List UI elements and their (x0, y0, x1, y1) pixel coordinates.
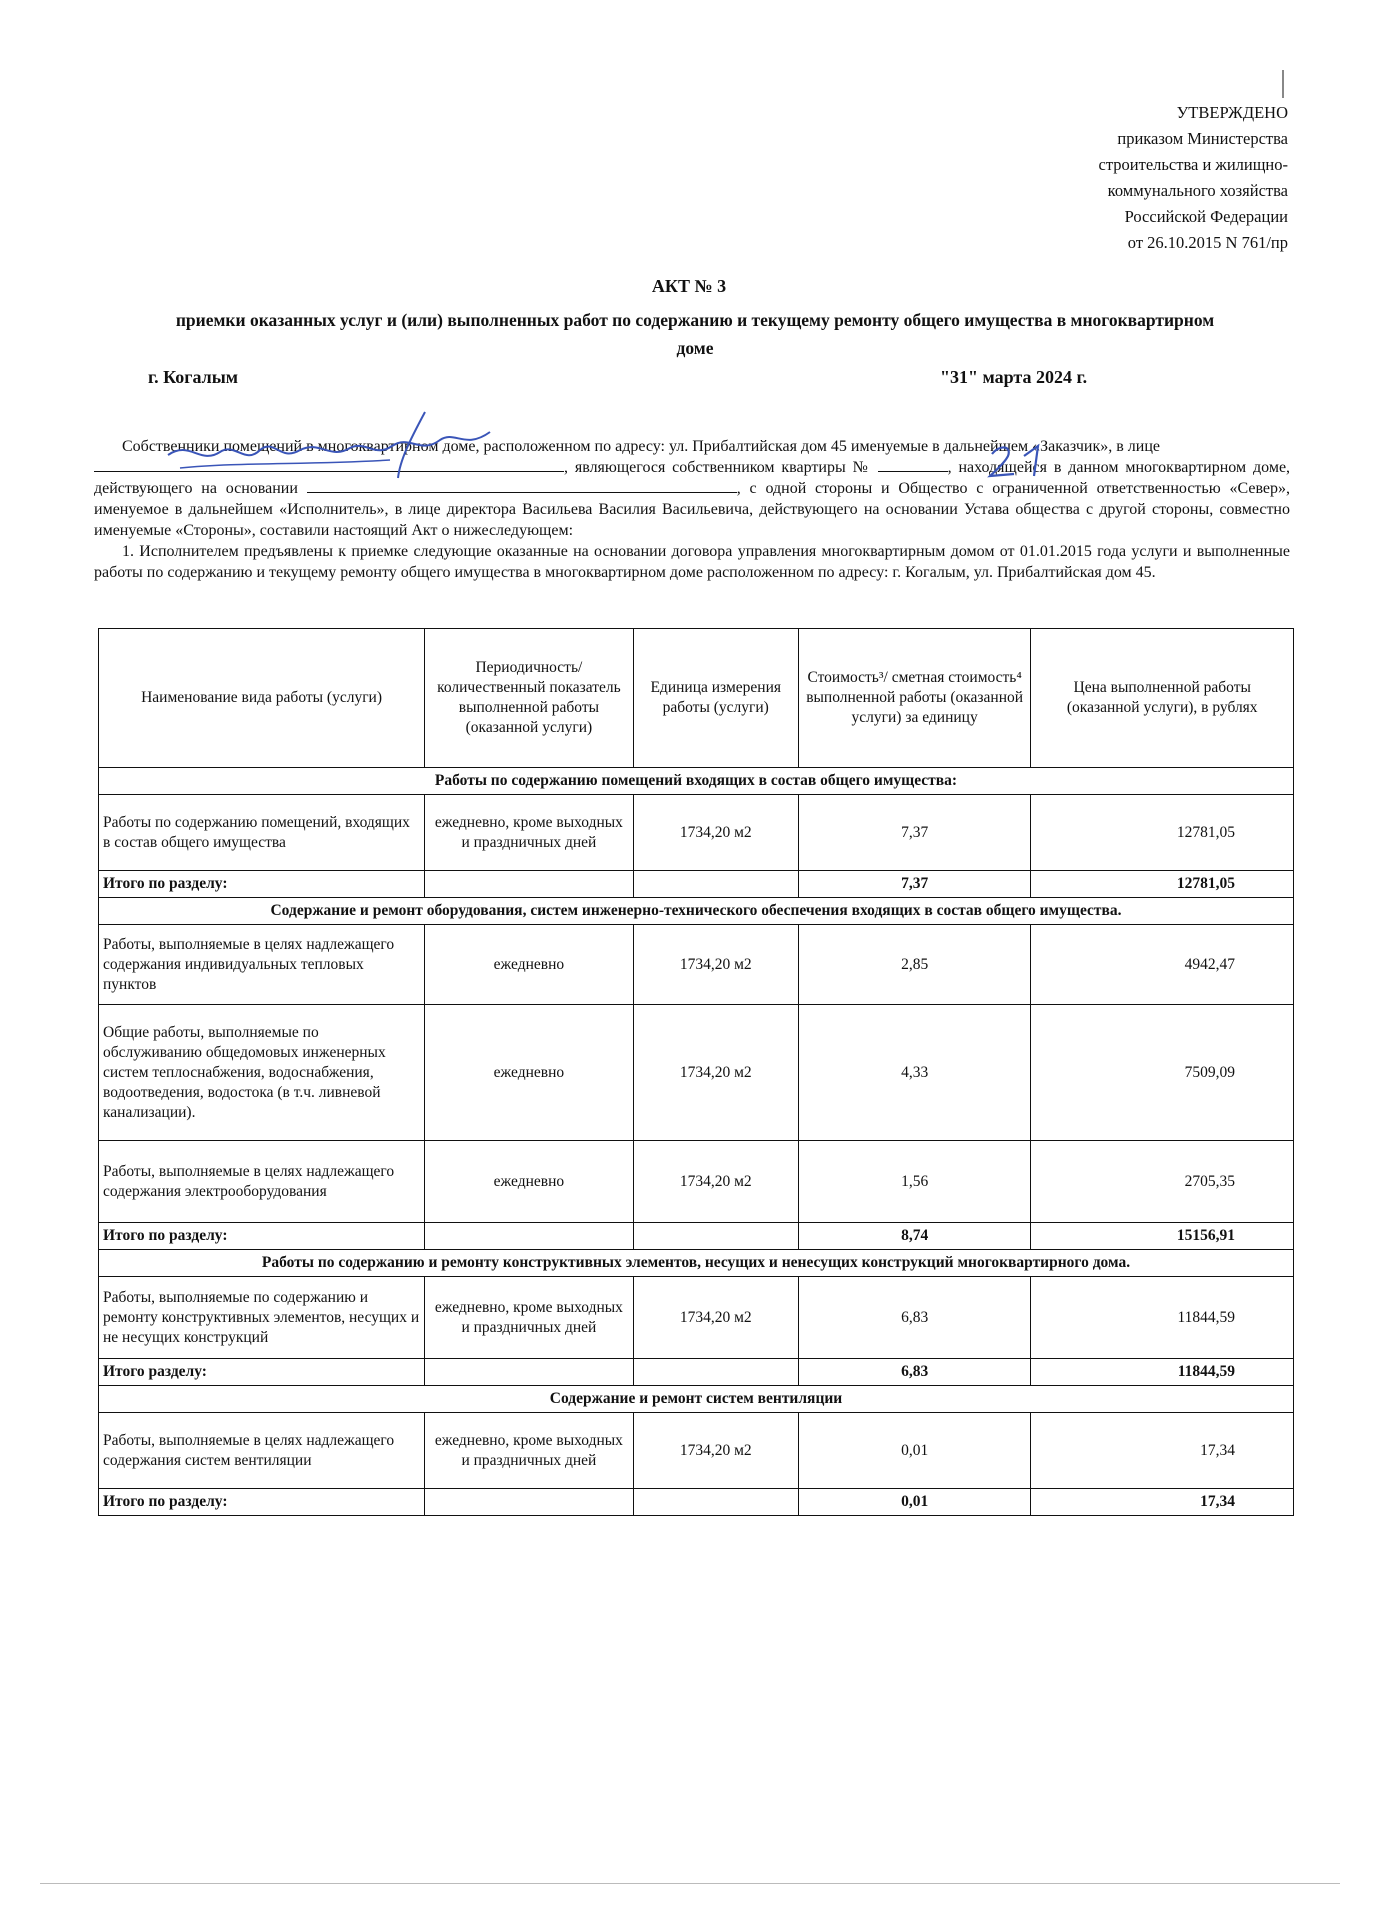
col-header-unit: Единица измерения работы (услуги) (633, 629, 798, 768)
table-header-row (99, 629, 1294, 768)
total-price: 15156,91 (1031, 1223, 1294, 1250)
work-period: ежедневно (425, 1005, 634, 1141)
work-name: Работы, выполняемые по содержанию и ремонту конструктивных элементов, несущих и не несущих конструкций (99, 1277, 425, 1359)
scan-edge-line (40, 1883, 1340, 1884)
work-period: ежедневно (425, 1141, 634, 1223)
section-title: Работы по содержанию помещений входящих в состав общего имущества: (99, 768, 1294, 795)
city: г. Когалым (148, 367, 239, 387)
body-paragraph-2: 1. Исполнителем предъявлены к приемке следующие оказанные на основании договора управления многоквартирным домом от 01.01.2015 года услуги и выполненные работы по содержанию и текущему ремонту общего имущества в многоквартирном доме расположенном по адресу: г. Когалым, ул. Прибалтийская дом 45. (94, 543, 1290, 581)
handwritten-flat-number (986, 442, 1056, 478)
table-row (99, 1277, 1294, 1359)
approval-stamp (1099, 100, 1288, 256)
approval-line: приказом Министерства (1117, 129, 1288, 148)
work-name: Работы, выполняемые в целях надлежащего содержания электрооборудования (99, 1141, 425, 1223)
total-label: Итого по разделу: (99, 871, 425, 898)
work-cost: 7,37 (798, 795, 1031, 871)
total-price: 12781,05 (1031, 871, 1294, 898)
work-name: Работы, выполняемые в целях надлежащего содержания индивидуальных тепловых пунктов (99, 925, 425, 1005)
section-title-row (99, 1386, 1294, 1413)
work-period: ежедневно, кроме выходных и праздничных дней (425, 1413, 634, 1489)
table-row (99, 795, 1294, 871)
approval-line: коммунального хозяйства (1107, 181, 1288, 200)
work-unit: 1734,20 м2 (633, 1277, 798, 1359)
work-name: Общие работы, выполняемые по обслуживанию общедомовых инженерных систем теплоснабжения, водоснабжения, водоотведения, водостока (в т.ч. ливневой канализации). (99, 1005, 425, 1141)
work-unit: 1734,20 м2 (633, 925, 798, 1005)
empty-cell (425, 1359, 634, 1386)
approval-line: УТВЕРЖДЕНО (1176, 103, 1288, 122)
act-date: "31" марта 2024 г. (940, 367, 1088, 387)
work-unit: 1734,20 м2 (633, 1005, 798, 1141)
col-header-name: Наименование вида работы (услуги) (99, 629, 425, 768)
scan-mark (1282, 70, 1284, 98)
empty-cell (633, 1223, 798, 1250)
total-cost: 7,37 (798, 871, 1031, 898)
work-price: 12781,05 (1031, 795, 1294, 871)
table-row (99, 925, 1294, 1005)
work-unit: 1734,20 м2 (633, 795, 798, 871)
table-row (99, 1005, 1294, 1141)
work-price: 4942,47 (1031, 925, 1294, 1005)
col-header-price: Цена выполненной работы (оказанной услуги), в рублях (1031, 629, 1294, 768)
total-price: 11844,59 (1031, 1359, 1294, 1386)
work-cost: 0,01 (798, 1413, 1031, 1489)
section-title-row (99, 898, 1294, 925)
total-label: Итого по разделу: (99, 1489, 425, 1516)
works-table (98, 628, 1294, 1516)
approval-line: строительства и жилищно- (1098, 155, 1288, 174)
section-total-row (99, 1489, 1294, 1516)
body-text-2: , являющегося собственником квартиры № (564, 459, 871, 476)
section-total-row (99, 1359, 1294, 1386)
col-header-cost: Стоимость³/ сметная стоимость⁴ выполненной работы (оказанной услуги) за единицу (798, 629, 1031, 768)
body-text-3: , находящейся в данном (947, 459, 1119, 476)
total-cost: 0,01 (798, 1489, 1031, 1516)
approval-line: от 26.10.2015 N 761/пр (1127, 233, 1288, 252)
empty-cell (425, 1223, 634, 1250)
empty-cell (633, 1359, 798, 1386)
handwritten-signature (160, 410, 500, 480)
work-unit: 1734,20 м2 (633, 1413, 798, 1489)
empty-cell (633, 1489, 798, 1516)
work-period: ежедневно, кроме выходных и праздничных дней (425, 1277, 634, 1359)
work-price: 11844,59 (1031, 1277, 1294, 1359)
act-subtitle: приемки оказанных услуг и (или) выполненных работ по содержанию и текущему ремонту общего имущества в многоквартирном доме (175, 310, 1215, 358)
section-title: Содержание и ремонт систем вентиляции (99, 1386, 1294, 1413)
total-cost: 6,83 (798, 1359, 1031, 1386)
empty-cell (425, 1489, 634, 1516)
work-cost: 1,56 (798, 1141, 1031, 1223)
section-title-row (99, 1250, 1294, 1277)
section-title-row (99, 768, 1294, 795)
work-name: Работы по содержанию помещений, входящих в состав общего имущества (99, 795, 425, 871)
work-price: 17,34 (1031, 1413, 1294, 1489)
body-text-4: многоквартирном доме, действующего на основании (94, 459, 1291, 497)
body-text-5: , с одной стороны и Общество с ограниченной ответственностью «Север», именуемое в дальнейшем «Исполнитель», в лице директора Васильева Василия Васильевича, действующего на основании Устава общества с другой стороны, совместно именуемые «Стороны», составили настоящий Акт о нижеследующем: (94, 480, 1291, 539)
work-cost: 4,33 (798, 1005, 1031, 1141)
table-row (99, 1413, 1294, 1489)
body-text-1: Собственники помещений в многоквартирном доме, расположенном по адресу: ул. Прибалтийская дом 45 именуемые в дальнейшем «Заказчик», в лице (122, 438, 1161, 455)
work-price: 7509,09 (1031, 1005, 1294, 1141)
work-period: ежедневно (425, 925, 634, 1005)
total-price: 17,34 (1031, 1489, 1294, 1516)
total-label: Итого по разделу: (99, 1223, 425, 1250)
section-title: Содержание и ремонт оборудования, систем инженерно-технического обеспечения входящих в состав общего имущества. (99, 898, 1294, 925)
flat-number-blank (878, 457, 948, 472)
work-price: 2705,35 (1031, 1141, 1294, 1223)
basis-blank (307, 478, 737, 493)
empty-cell (425, 871, 634, 898)
work-unit: 1734,20 м2 (633, 1141, 798, 1223)
work-name: Работы, выполняемые в целях надлежащего содержания систем вентиляции (99, 1413, 425, 1489)
work-cost: 6,83 (798, 1277, 1031, 1359)
total-label: Итого разделу: (99, 1359, 425, 1386)
section-total-row (99, 1223, 1294, 1250)
act-title: АКТ № 3 (651, 276, 727, 296)
total-cost: 8,74 (798, 1223, 1031, 1250)
work-cost: 2,85 (798, 925, 1031, 1005)
col-header-period: Периодичность/ количественный показатель выполненной работы (оказанной услуги) (425, 629, 634, 768)
section-total-row (99, 871, 1294, 898)
table-row (99, 1141, 1294, 1223)
section-title: Работы по содержанию и ремонту конструктивных элементов, несущих и ненесущих конструкций многоквартирного дома. (99, 1250, 1294, 1277)
approval-line: Российской Федерации (1124, 207, 1288, 226)
work-period: ежедневно, кроме выходных и праздничных дней (425, 795, 634, 871)
empty-cell (633, 871, 798, 898)
